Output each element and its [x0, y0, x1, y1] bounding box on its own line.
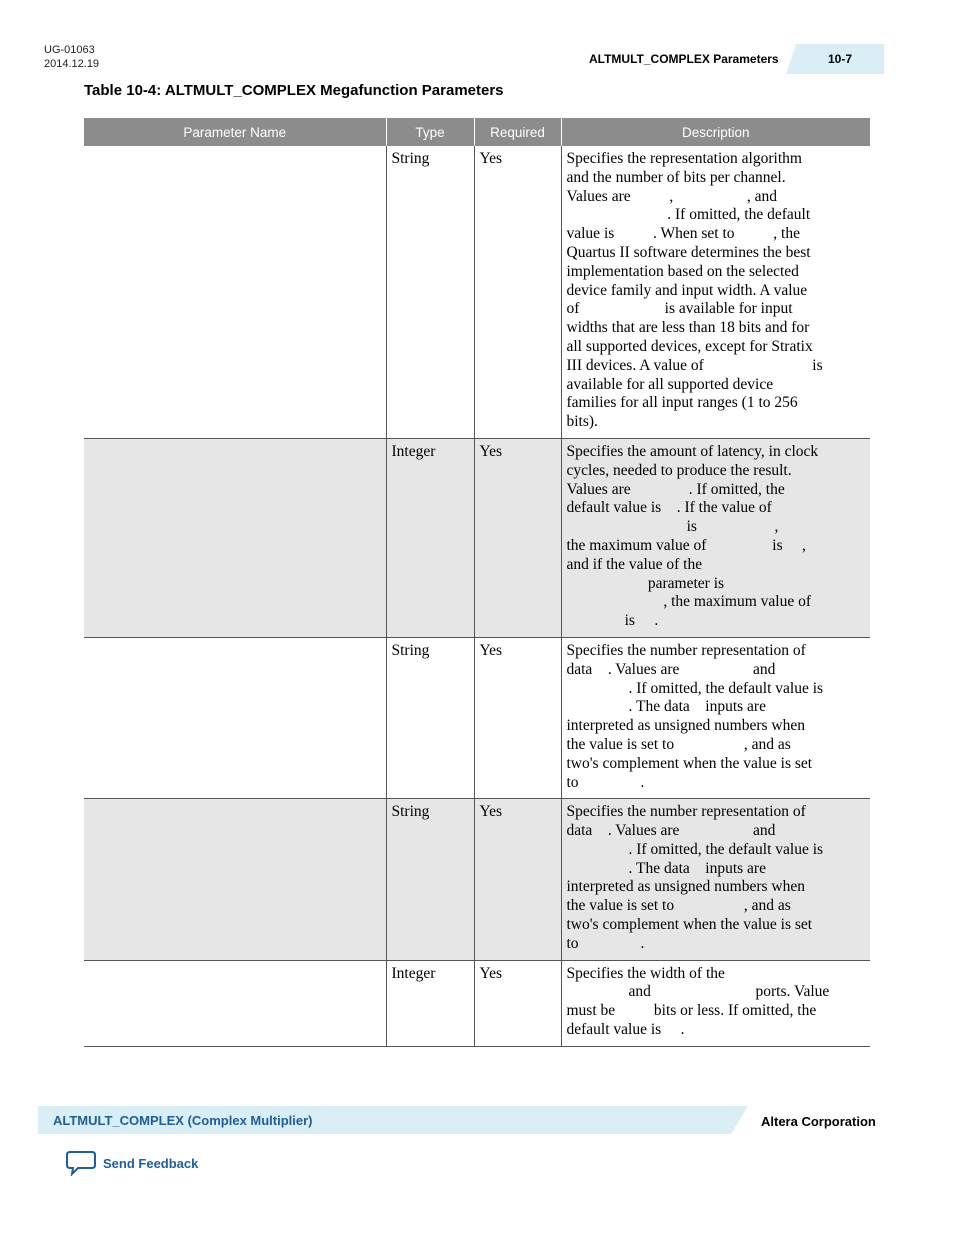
table-row [84, 438, 870, 637]
document-id [44, 43, 99, 71]
required-cell: Yes [474, 960, 561, 1046]
footer-company: Altera Corporation [761, 1114, 876, 1129]
column-header-type: Type [386, 118, 474, 146]
page-number: 10-7 [827, 52, 853, 66]
type-cell: String [386, 799, 474, 960]
table-caption: Table 10-4: ALTMULT_COMPLEX Megafunction Parameters [84, 82, 504, 99]
doc-date: 2014.12.19 [44, 58, 100, 70]
required-cell: Yes [474, 637, 561, 798]
section-title: ALTMULT_COMPLEX Parameters [589, 52, 779, 66]
table-header-row [84, 118, 870, 146]
required-cell: Yes [474, 146, 561, 438]
column-header-parameter-name: Parameter Name [84, 118, 386, 146]
parameter-name-cell [84, 799, 386, 960]
parameter-name-cell [84, 637, 386, 798]
parameter-name-cell [84, 146, 386, 438]
type-cell: String [386, 637, 474, 798]
type-cell: Integer [386, 438, 474, 637]
column-header-required: Required [474, 118, 561, 146]
description-cell: Specifies the width of the and ports. Value must be bits or less. If omitted, the default value is . [561, 960, 870, 1046]
type-cell: String [386, 146, 474, 438]
column-header-description: Description [561, 118, 870, 146]
required-cell: Yes [474, 799, 561, 960]
type-cell: Integer [386, 960, 474, 1046]
table-row [84, 146, 870, 438]
required-cell: Yes [474, 438, 561, 637]
footer-chapter-link[interactable]: ALTMULT_COMPLEX (Complex Multiplier) [53, 1113, 313, 1128]
parameters-table [84, 118, 870, 1047]
parameter-name-cell [84, 960, 386, 1046]
description-cell: Specifies the number representation of data . Values are and . If omitted, the default value is . The data inputs are interpreted as unsigned numbers when the value is set to , and as two's complement when the value is set to . [561, 799, 870, 960]
description-cell: Specifies the amount of latency, in clock cycles, needed to produce the result. Values are . If omitted, the default value is . If the value of is , the maximum value of is , and if the value of the parameter is , the maximum value of is . [561, 438, 870, 637]
page-number-tab [796, 44, 884, 74]
description-cell: Specifies the number representation of data . Values are and . If omitted, the default value is . The data inputs are interpreted as unsigned numbers when the value is set to , and as two's complement when the value is set to . [561, 637, 870, 798]
send-feedback-link[interactable] [66, 1150, 198, 1176]
table-row [84, 799, 870, 960]
table-row [84, 637, 870, 798]
parameter-name-cell [84, 438, 386, 637]
speech-bubble-icon [66, 1150, 96, 1176]
table-row [84, 960, 870, 1046]
send-feedback-label[interactable]: Send Feedback [103, 1155, 199, 1171]
description-cell: Specifies the representation algorithm and the number of bits per channel. Values are , , and . If omitted, the default value is . When set to , the Quartus II software determines the best implementation based on the selected device family and input width. A value of is available for input widths that are less than 18 bits and for all supported devices, except for Stratix III devices. A value of is available for all supported device families for all input ranges (1 to 256 bits). [561, 146, 870, 438]
doc-number: UG-01063 [44, 44, 95, 56]
